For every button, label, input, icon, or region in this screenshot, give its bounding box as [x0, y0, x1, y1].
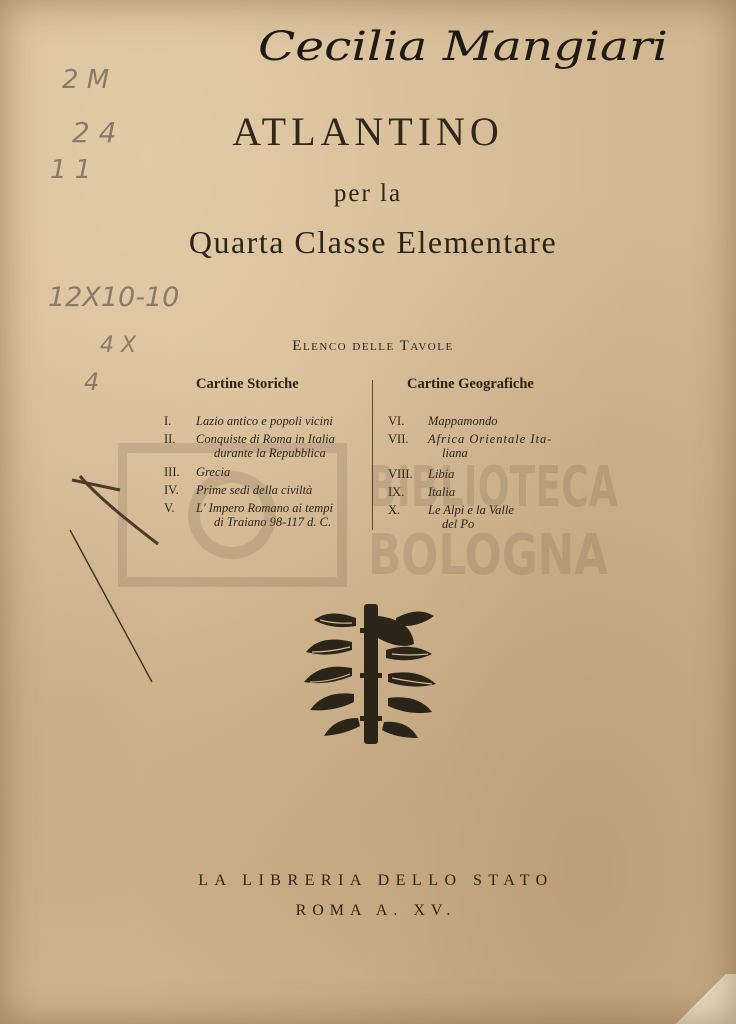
plate-entry	[164, 465, 364, 481]
pencil-note-6: 4	[84, 368, 100, 396]
plate-number: I.	[164, 414, 172, 428]
watermark-line1: BIBLIOTECA	[368, 455, 619, 520]
publisher-name: LA LIBRERIA DELLO STATO	[198, 872, 554, 889]
publication-place-year: ROMA A. XV.	[295, 902, 457, 919]
plate-number: VII.	[388, 432, 409, 446]
pencil-note-5: 4 X	[100, 333, 137, 358]
plate-number: VIII.	[388, 467, 413, 481]
signature-text: Cecilia Mangiari	[258, 24, 668, 70]
cover-subtitle-line1: per la	[333, 180, 403, 207]
plate-entry	[388, 503, 588, 533]
plate-number: III.	[164, 465, 180, 479]
plate-number: X.	[388, 503, 401, 517]
plate-title: Grecia	[196, 465, 231, 479]
plate-entry	[164, 483, 364, 499]
plate-number: IV.	[164, 483, 179, 497]
plate-title-continued: durante la Repubblica	[214, 446, 326, 460]
column-divider	[372, 380, 373, 530]
cover-subtitle-line2: Quarta Classe Elementare	[188, 224, 558, 260]
plate-title: Africa Orientale Ita-	[428, 432, 553, 446]
fasces-emblem	[300, 598, 442, 750]
cover-title: ATLANTINO	[232, 109, 504, 154]
worn-corner	[666, 974, 736, 1024]
plate-number: V.	[164, 501, 175, 515]
plate-title: Mappamondo	[428, 414, 498, 428]
historical-maps-heading: Cartine Storiche	[196, 376, 299, 392]
plate-title: Conquiste di Roma in Italia	[196, 432, 335, 446]
plate-number: II.	[164, 432, 176, 446]
handwritten-signature	[258, 10, 688, 80]
plate-entry	[164, 432, 364, 462]
plate-title-continued: del Po	[442, 517, 475, 531]
geographic-maps-heading: Cartine Geografiche	[407, 376, 534, 392]
plate-title: Libia	[428, 467, 455, 481]
plate-entry	[388, 467, 588, 483]
plate-title: Le Alpi e la Valle	[428, 503, 514, 517]
pencil-note-1: 2 M	[62, 65, 110, 95]
ink-mark	[60, 470, 170, 690]
plate-title: Lazio antico e popoli vicini	[196, 414, 333, 428]
plate-entry	[388, 485, 588, 501]
plate-number: VI.	[388, 414, 405, 428]
pencil-note-4: 12X10-10	[48, 282, 180, 313]
plate-title: L' Impero Romano ai tempi	[196, 501, 333, 515]
plate-title: Prime sedi della civiltà	[196, 483, 313, 497]
plate-title: Italia	[428, 485, 456, 499]
pencil-note-3: 1 1	[50, 155, 92, 185]
watermark-line2: BOLOGNA	[368, 523, 609, 588]
plate-title-continued: liana	[442, 446, 468, 460]
pencil-note-2: 2 4	[72, 116, 117, 149]
plate-entry	[164, 414, 364, 430]
contents-heading: Elenco delle Tavole	[292, 338, 454, 354]
plate-entry	[388, 432, 588, 462]
plate-entry	[164, 501, 364, 531]
plate-title-continued: di Traiano 98-117 d. C.	[214, 515, 332, 529]
plate-number: IX.	[388, 485, 405, 499]
plate-entry	[388, 414, 588, 430]
